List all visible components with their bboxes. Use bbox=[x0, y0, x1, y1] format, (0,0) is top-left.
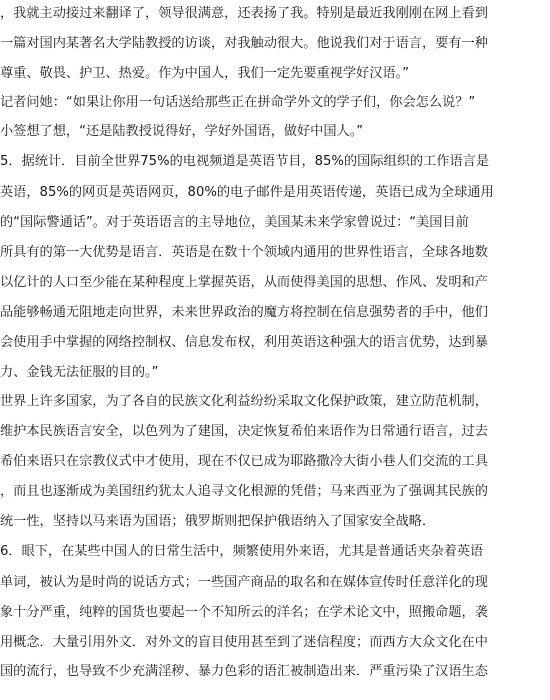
text-line: 用概念．大量引用外文．对外文的盲目使用甚至到了迷信程度；而西方大众文化在中 bbox=[0, 635, 488, 650]
text-line: 尊重、敬畏、护卫、热爱。作为中国人，我们一定先要重视学好汉语。” bbox=[0, 66, 410, 81]
text-line: 国的流行，也导致不少充满淫秽、暴力色彩的语汇被制造出来．严重污染了汉语生态 bbox=[0, 664, 488, 679]
text-line: 单词，被认为是时尚的说话方式；一些国产商品的取名和在媒体宣传时任意洋化的现 bbox=[0, 575, 488, 590]
text-line: 象十分严重，纯粹的国货也要起一个不知所云的洋名；在学术论文中，照搬命题，袭 bbox=[0, 605, 488, 620]
text-line: 会使用手中掌握的网络控制权、信息发布权，利用英语这种强大的语言优势，达到暴 bbox=[0, 335, 488, 350]
text-line: 小签想了想，“还是陆教授说得好，学好外国语，做好中国人。” bbox=[0, 124, 364, 139]
text-line: 英语，85%的网页是英语网页，80%的电子邮件是用英语传递，英语已成为全球通用 bbox=[0, 185, 494, 200]
text-line: ，我就主动接过来翻译了，领导很满意，还表扬了我。特别是最近我刚刚在网上看到 bbox=[0, 6, 488, 21]
text-line: 品能够畅通无阻地走向世界，未来世界政治的魔方将控制在信息强势者的手中，他们 bbox=[0, 305, 488, 320]
text-line: 以亿计的人口至少能在某种程度上掌握英语，从而使得美国的思想、作风、发明和产 bbox=[0, 275, 488, 290]
text-line: 5．据统计．目前全世界75%的电视频道是英语节目，85%的国际组织的工作语言是 bbox=[0, 154, 490, 169]
text-line: 希伯来语只在宗教仪式中才使用，现在不仅已成为耶路撒冷大街小巷人们交流的工具 bbox=[0, 454, 488, 469]
text-line: 的“国际警通话”。对于英语语言的主导地位，美国某未来学家曾说过：“美国目前 bbox=[0, 215, 469, 230]
text-line: 维护本民族语言安全，以色列为了建国，决定恢复希伯来语作为日常通行语言，过去 bbox=[0, 424, 488, 439]
text-line: 记者问她：“如果让你用一句话送给那些正在拼命学外文的学子们，你会怎么说？” bbox=[0, 95, 476, 110]
text-line: 一篇对国内某著名大学陆教授的访谈，对我触动很大。他说我们对于语言，要有一种 bbox=[0, 36, 488, 51]
text-line: 统一性，坚持以马来语为国语；俄罗斯则把保护俄语纳入了国家安全战略． bbox=[0, 514, 436, 529]
text-line: 所具有的第一大优势是语言．英语是在数十个领域内通用的世界性语言，全球各地数 bbox=[0, 245, 488, 260]
text-line: ，而且也逐渐成为美国纽约犹太人追寻文化根源的凭借；马来西亚为了强调其民族的 bbox=[0, 484, 488, 499]
text-line: 6．眼下，在某些中国人的日常生活中，频繁使用外来语，尤其是普通话夹杂着英语 bbox=[0, 544, 484, 559]
text-line: 世界上许多国家，为了各自的民族文化利益纷纷采取文化保护政策，建立防范机制， bbox=[0, 394, 488, 409]
text-line: 力、金钱无法征服的目的。” bbox=[0, 365, 159, 380]
